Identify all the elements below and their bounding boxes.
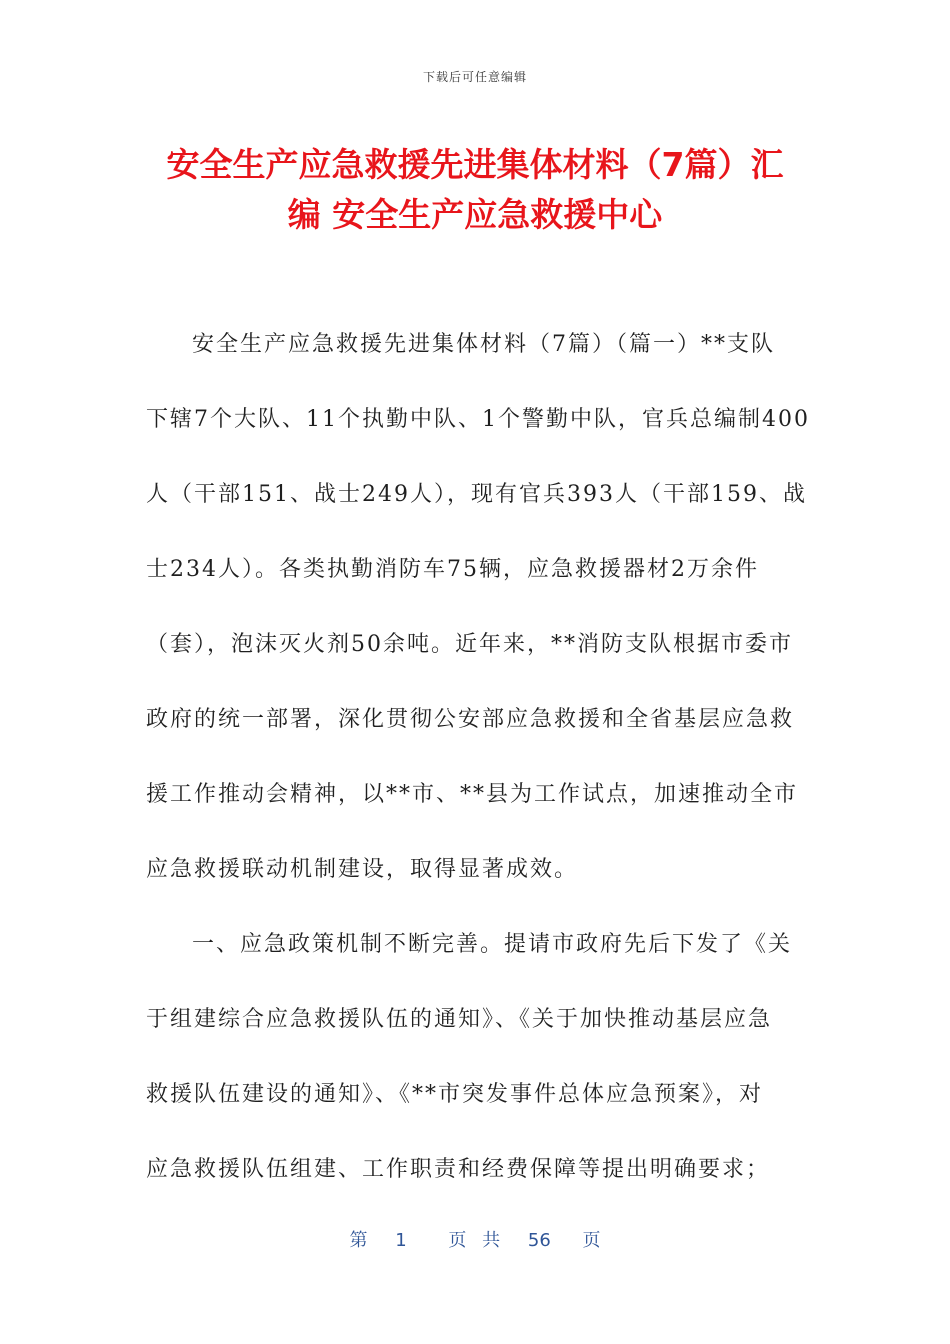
title-line-2: 编 安全生产应急救援中心 — [287, 195, 663, 234]
paragraph-line: （套），泡沫灭火剂50余吨。近年来，**消防支队根据市委市 — [146, 632, 793, 657]
footer-total-label: 共 — [482, 1230, 501, 1251]
footer-current-page: 1 — [395, 1230, 407, 1251]
paragraph-line: 一、应急政策机制不断完善。提请市政府先后下发了《关 — [192, 932, 793, 957]
paragraph-line: 救援队伍建设的通知》、《**市突发事件总体应急预案》，对 — [146, 1082, 764, 1107]
footer-prefix: 第 — [349, 1230, 368, 1251]
footer-total-pages: 56 — [527, 1230, 551, 1251]
document-title — [145, 140, 805, 240]
paragraph-line: 应急救援队伍组建、工作职责和经费保障等提出明确要求； — [146, 1157, 771, 1182]
paragraph-line: 士234人）。各类执勤消防车75辆，应急救援器材2万余件 — [146, 557, 759, 582]
page-footer — [0, 1226, 950, 1252]
paragraph-line: 援工作推动会精神，以**市、**县为工作试点，加速推动全市 — [146, 782, 799, 807]
header-note: 下载后可任意编辑 — [422, 70, 527, 84]
paragraph-line: 安全生产应急救援先进集体材料（7篇）（篇一）**支队 — [192, 332, 775, 357]
footer-page-label: 页 — [448, 1230, 467, 1251]
footer-suffix: 页 — [582, 1230, 601, 1251]
paragraph-line: 政府的统一部署，深化贯彻公安部应急救援和全省基层应急救 — [146, 707, 795, 732]
title-line-1: 安全生产应急救援先进集体材料（7篇）汇 — [166, 145, 784, 184]
paragraph-2 — [146, 930, 806, 1230]
paragraph-line: 下辖7个大队、11个执勤中队、1个警勤中队，官兵总编制400 — [146, 407, 810, 432]
paragraph-1 — [146, 330, 810, 930]
paragraph-line: 应急救援联动机制建设，取得显著成效。 — [146, 857, 579, 882]
paragraph-line: 人（干部151、战士249人），现有官兵393人（干部159、战 — [146, 482, 807, 507]
paragraph-line: 于组建综合应急救援队伍的通知》、《关于加快推动基层应急 — [146, 1007, 773, 1032]
